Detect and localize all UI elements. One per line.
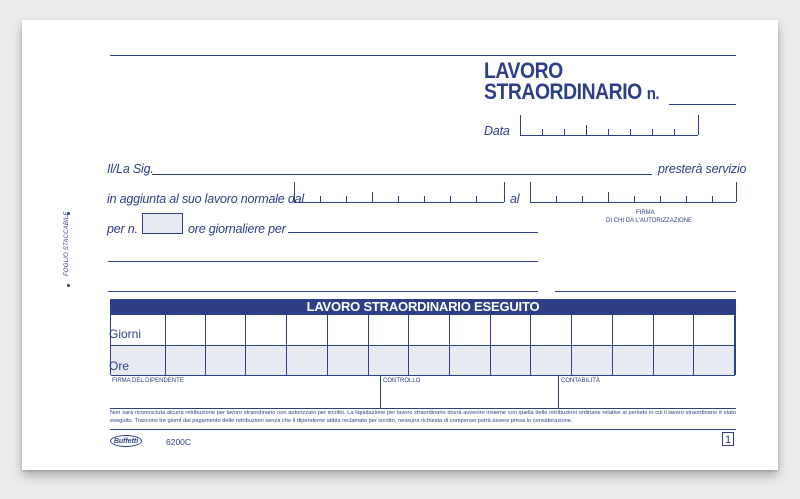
al-label: al — [510, 192, 520, 206]
cell-giorni-9[interactable] — [491, 315, 532, 345]
firma-label-2: DI CHI DA L'AUTORIZZAZIONE — [606, 218, 693, 224]
cell-giorni-12[interactable] — [613, 315, 654, 345]
cell-ore-12[interactable] — [613, 345, 654, 375]
cell-giorni-3[interactable] — [246, 315, 287, 345]
per-n-label: per n. — [107, 222, 138, 236]
cell-giorni-2[interactable] — [206, 315, 247, 345]
cell-ore-14[interactable] — [694, 345, 735, 375]
form-title — [484, 60, 659, 104]
number-field[interactable] — [669, 104, 736, 105]
sig-field[interactable] — [152, 174, 652, 175]
cell-ore-2[interactable] — [206, 345, 247, 375]
form-code: 6200C — [166, 437, 192, 447]
cell-ore-7[interactable] — [409, 345, 450, 375]
footer-rule — [110, 429, 736, 430]
top-rule — [110, 55, 736, 56]
ore-label: ore giornaliere per — [188, 222, 286, 236]
cell-ore-10[interactable] — [531, 345, 572, 375]
cell-giorni-11[interactable] — [572, 315, 613, 345]
hours-box[interactable] — [142, 213, 183, 234]
sig-contabilita: CONTABILITÀ — [561, 378, 600, 384]
cell-ore-4[interactable] — [287, 345, 328, 375]
cell-ore-11[interactable] — [572, 345, 613, 375]
sig-controllo: CONTROLLO — [383, 378, 421, 384]
form-sheet — [22, 20, 778, 470]
title-n: n. — [646, 84, 660, 103]
brand-logo: Buffetti — [110, 435, 142, 447]
row-giorni-label: Giorni — [109, 327, 142, 341]
title-line-1: LAVORO — [484, 58, 563, 83]
cell-ore-3[interactable] — [246, 345, 287, 375]
row-ore-label: Ore — [109, 359, 130, 373]
cell-giorni-14[interactable] — [694, 315, 735, 345]
cell-ore-1[interactable] — [165, 345, 206, 375]
cell-giorni-4[interactable] — [287, 315, 328, 345]
ore-field[interactable] — [288, 232, 538, 233]
sig-dipendente: FIRMA DEL DIPENDENTE — [112, 378, 184, 384]
aggiunta-label: in aggiunta al suo lavoro normale dal — [107, 192, 304, 206]
date-field[interactable] — [520, 115, 698, 135]
signature-row — [110, 375, 736, 409]
cell-giorni-13[interactable] — [654, 315, 695, 345]
firma-label-1: FIRMA — [636, 210, 655, 216]
cell-ore-8[interactable] — [450, 345, 491, 375]
cell-giorni-5[interactable] — [328, 315, 369, 345]
title-line-2 — [484, 81, 659, 104]
side-label: FOGLIO STACCABILE — [64, 211, 70, 276]
cell-ore-6[interactable] — [369, 345, 410, 375]
table-banner: LAVORO STRAORDINARIO ESEGUITO — [110, 299, 736, 315]
al-field[interactable] — [530, 182, 736, 202]
cell-giorni-8[interactable] — [450, 315, 491, 345]
cell-ore-5[interactable] — [328, 345, 369, 375]
blank-line-1[interactable] — [108, 261, 538, 262]
title-straordinario: STRAORDINARIO — [484, 79, 642, 104]
cell-ore-13[interactable] — [654, 345, 695, 375]
blank-line-2[interactable] — [108, 291, 538, 292]
firma-line[interactable] — [555, 291, 736, 292]
disclaimer-text: Non sarà riconosciuta alcuna retribuzione per lavoro straordinario non autorizzato per iscritto. La liquidazione per lavoro straordinario dovrà avvenire insieme con quella delle retribuzioni ordinarie relative al periodo in cui il lavoro straordinario è stato eseguito. Trascorsi tre giorni dal pagamento delle retribuzioni senza che il dipendente abbia reclamato per iscritto, nessuna richiesta di compenso potrà essere presa in considerazione. — [110, 410, 736, 424]
cell-giorni-7[interactable] — [409, 315, 450, 345]
cell-giorni-6[interactable] — [369, 315, 410, 345]
sig-label: Il/La Sig. — [107, 162, 154, 176]
presta-label: presterà servizio — [658, 162, 747, 176]
side-dot-bottom — [67, 284, 70, 287]
page-number: 1 — [722, 432, 734, 446]
cell-giorni-10[interactable] — [531, 315, 572, 345]
dal-field[interactable] — [294, 182, 504, 202]
data-label: Data — [484, 124, 510, 138]
hours-table — [110, 315, 736, 375]
cell-giorni-1[interactable] — [165, 315, 206, 345]
cell-ore-9[interactable] — [491, 345, 532, 375]
